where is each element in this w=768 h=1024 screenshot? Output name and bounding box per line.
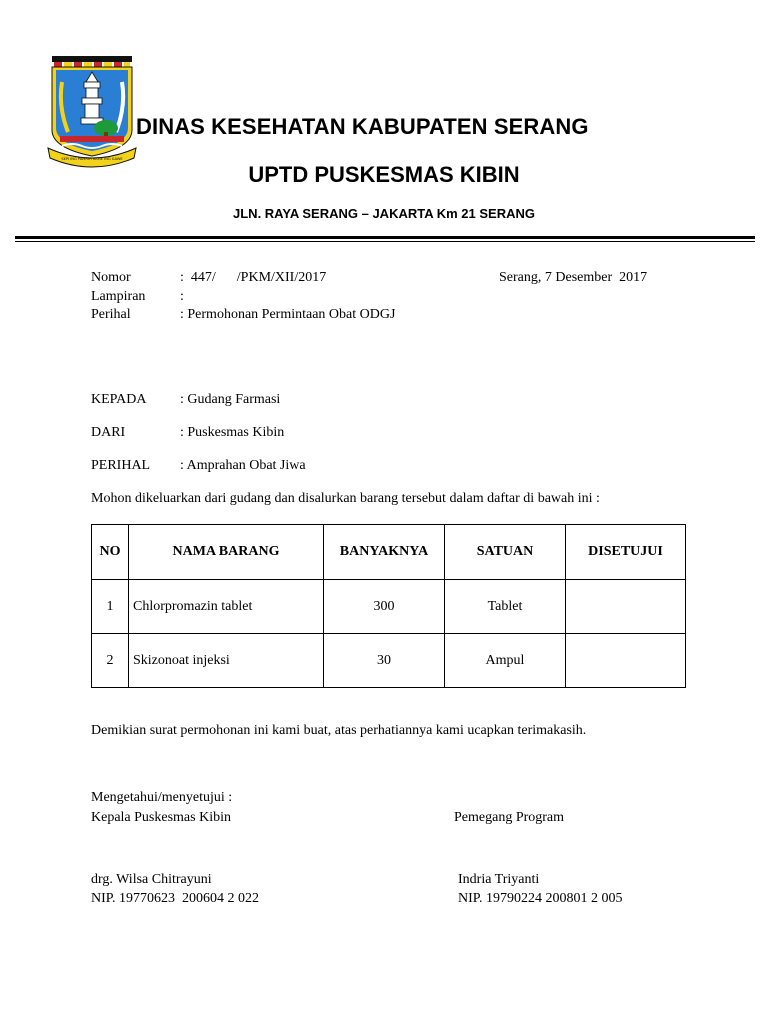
- logo-crown: [52, 56, 132, 67]
- cell-no: 1: [92, 580, 129, 634]
- acknowledge-label: Mengetahui/menyetujui :: [91, 790, 233, 805]
- dari-value: : Puskesmas Kibin: [180, 425, 285, 440]
- kepada-value: : Gudang Farmasi: [180, 392, 281, 407]
- nomor-label: Nomor: [91, 270, 131, 285]
- place-date: Serang, 7 Desember 2017: [499, 270, 648, 285]
- lampiran-label: Lampiran: [91, 289, 146, 304]
- agency-address: JLN. RAYA SERANG – JAKARTA Km 21 SERANG: [233, 206, 535, 221]
- table-row: [92, 634, 686, 688]
- regency-emblem-logo: [46, 52, 138, 172]
- header-no: NO: [92, 525, 129, 580]
- cell-nama-barang: Skizonoat injeksi: [129, 634, 324, 688]
- header-banyaknya: BANYAKNYA: [324, 525, 445, 580]
- header-disetujui: DISETUJUI: [566, 525, 686, 580]
- perihal-label: Perihal: [91, 307, 131, 322]
- left-signer-name: drg. Wilsa Chitrayuni: [91, 872, 212, 887]
- logo-motto-text: SEPI ING PAMRIH RAME ING GAWE: [61, 157, 123, 161]
- kepada-label: KEPADA: [91, 392, 147, 407]
- cell-disetujui: [566, 634, 686, 688]
- cell-disetujui: [566, 580, 686, 634]
- letterhead-rule-thin: [15, 241, 755, 242]
- perihal2-label: PERIHAL: [91, 458, 151, 473]
- table-header-row: [92, 525, 686, 580]
- table-row: [92, 580, 686, 634]
- intro-paragraph: Mohon dikeluarkan dari gudang dan disalurkan barang tersebut dalam daftar di bawah ini :: [91, 491, 600, 506]
- cell-banyaknya: 300: [324, 580, 445, 634]
- right-signer-nip: NIP. 19790224 200801 2 005: [458, 891, 623, 906]
- left-signer-nip: NIP. 19770623 200604 2 022: [91, 891, 260, 906]
- unit-title: UPTD PUSKESMAS KIBIN: [248, 162, 520, 187]
- lampiran-value: :: [180, 289, 184, 304]
- left-signer-title: Kepala Puskesmas Kibin: [91, 810, 231, 825]
- header-satuan: SATUAN: [445, 525, 566, 580]
- perihal2-value: : Amprahan Obat Jiwa: [180, 458, 306, 473]
- perihal-value: : Permohonan Permintaan Obat ODGJ: [180, 307, 396, 322]
- agency-title: DINAS KESEHATAN KABUPATEN SERANG: [136, 114, 589, 139]
- letterhead-rule-thick: [15, 236, 755, 239]
- cell-no: 2: [92, 634, 129, 688]
- cell-satuan: Ampul: [445, 634, 566, 688]
- right-signer-title: Pemegang Program: [454, 810, 565, 825]
- items-table: [91, 524, 686, 688]
- cell-nama-barang: Chlorpromazin tablet: [129, 580, 324, 634]
- cell-banyaknya: 30: [324, 634, 445, 688]
- closing-paragraph: Demikian surat permohonan ini kami buat, atas perhatiannya kami ucapkan terimakasih.: [91, 723, 587, 738]
- nomor-value: : 447/ /PKM/XII/2017: [180, 270, 327, 285]
- dari-label: DARI: [91, 425, 126, 440]
- header-nama-barang: NAMA BARANG: [129, 525, 324, 580]
- right-signer-name: Indria Triyanti: [458, 872, 540, 887]
- cell-satuan: Tablet: [445, 580, 566, 634]
